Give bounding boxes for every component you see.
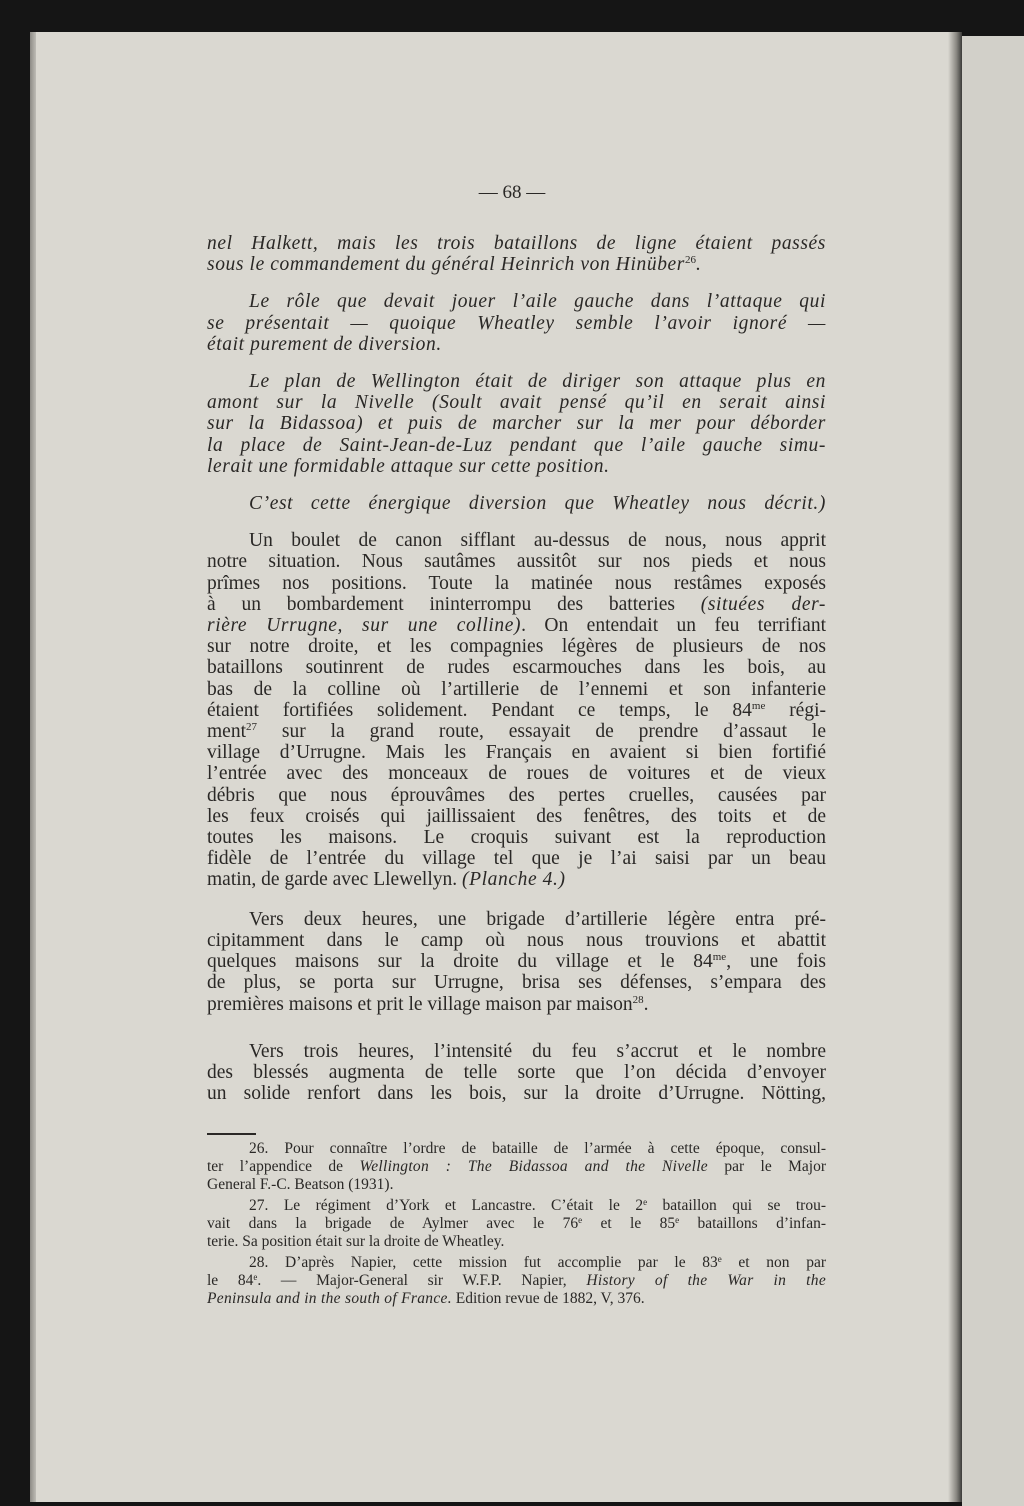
text-run: . — Major-General sir W.F.P. Napier, <box>257 1272 587 1289</box>
paragraph <box>207 233 826 275</box>
paragraph <box>207 530 826 890</box>
text-line <box>207 1083 826 1104</box>
text-line <box>207 413 826 434</box>
text-run: . <box>643 993 649 1015</box>
footnote <box>207 1140 826 1194</box>
text-run: bas de la colline où l’artillerie de l’ennemi et son infanterie <box>207 678 826 700</box>
footnote-separator <box>207 1133 256 1135</box>
text-run: General F.-C. Beatson (1931). <box>207 1176 394 1193</box>
text-run: bataillons d’infan- <box>679 1215 827 1232</box>
text-run: de plus, se porta sur Urrugne, brisa ses défenses, s’empara des <box>207 972 826 994</box>
text-run: C’est cette énergique diversion que Wheatley nous décrit.) <box>249 493 826 515</box>
text-run: amont sur la Nivelle (Soult avait pensé qu’il en serait ainsi <box>207 392 826 414</box>
superscript: me <box>712 951 727 964</box>
text-run: par le Major <box>707 1158 826 1175</box>
text-line <box>207 763 826 784</box>
paragraph <box>207 1041 826 1105</box>
text-run: Le plan de Wellington était de diriger son attaque plus en <box>249 371 826 393</box>
text-run: quelques maisons sur la droite du village et le 84 <box>207 951 713 973</box>
text-line <box>207 551 826 572</box>
text-line <box>207 972 826 993</box>
text-run: 27. Le régiment d’York et Lancastre. C’était le 2 <box>249 1197 644 1214</box>
text-run: toutes les maisons. Le croquis suivant est la reproduction <box>207 827 826 849</box>
text-run: . <box>696 254 702 276</box>
text-run: Un boulet de canon sifflant au-dessus de nous, nous apprit <box>249 530 826 552</box>
text-run: Le rôle que devait jouer l’aile gauche dans l’attaque qui <box>249 291 826 313</box>
text-run: sur la grand route, essayait de prendre d’assaut le <box>257 721 826 743</box>
paragraph <box>207 909 826 1015</box>
italic-text-run: (Planche 4.) <box>462 869 566 891</box>
superscript: 27 <box>246 721 257 734</box>
text-run: bataillons soutinrent de rudes escarmouches dans les bois, au <box>207 657 826 679</box>
paragraph <box>207 493 826 514</box>
text-run: et le 85 <box>582 1215 676 1232</box>
italic-text-run: Wellington : The Bidassoa and the Nivelle <box>359 1158 708 1175</box>
text-run: village d’Urrugne. Mais les Français en avaient si bien fortifié <box>207 742 826 764</box>
text-line <box>207 827 826 848</box>
text-line <box>207 636 826 657</box>
text-line <box>207 615 826 636</box>
text-run: sur notre droite, et les compagnies légères de plusieurs de nos <box>207 636 826 658</box>
text-run: terie. Sa position était sur la droite de Wheatley. <box>207 1233 505 1250</box>
text-line <box>207 493 826 514</box>
text-run: bataillon qui se trou- <box>647 1197 826 1214</box>
text-line <box>207 1176 826 1194</box>
text-line <box>207 1215 826 1233</box>
text-line <box>207 721 826 742</box>
superscript: 26 <box>685 254 696 267</box>
text-line <box>207 291 826 312</box>
text-line <box>207 1062 826 1083</box>
text-line <box>207 573 826 594</box>
text-run: se présentait — quoique Wheatley semble l’avoir ignoré — <box>207 312 826 334</box>
text-run: à un bombardement ininterrompu des batteries <box>207 593 701 615</box>
text-run: la place de Saint-Jean-de-Luz pendant que l’aile gauche simu- <box>207 434 826 456</box>
paragraph <box>207 371 826 477</box>
text-run: 26. Pour connaître l’ordre de bataille de l’armée à cette époque, consul- <box>249 1140 826 1157</box>
text-line <box>207 994 826 1015</box>
paragraph <box>207 291 826 355</box>
text-run: sous le commandement du général Heinrich von Hinüber <box>207 254 685 276</box>
superscript: me <box>751 699 766 712</box>
text-line <box>207 1041 826 1062</box>
superscript: e <box>643 1197 648 1207</box>
body-text <box>207 233 826 1104</box>
superscript: e <box>675 1215 680 1225</box>
superscript: e <box>578 1215 583 1225</box>
italic-text-run: History of the War in the <box>586 1272 827 1289</box>
text-run: un solide renfort dans les bois, sur la droite d’Urrugne. Nötting, <box>207 1083 826 1105</box>
text-run: étaient fortifiées solidement. Pendant ce temps, le 84 <box>207 699 752 721</box>
text-line <box>207 806 826 827</box>
text-line <box>207 1290 826 1308</box>
text-line <box>207 909 826 930</box>
text-line <box>207 657 826 678</box>
italic-text-run: (situées der- <box>700 593 826 615</box>
page-number: — 68 — <box>478 182 546 203</box>
text-run: prîmes nos positions. Toute la matinée nous restâmes exposés <box>207 572 826 594</box>
text-line <box>207 435 826 456</box>
text-run: et non par <box>721 1254 826 1271</box>
text-line <box>207 848 826 869</box>
text-run: 28. D’après Napier, cette mission fut accomplie par le 83 <box>249 1254 718 1271</box>
text-line <box>207 1254 826 1272</box>
text-line <box>207 371 826 392</box>
text-line <box>207 1233 826 1251</box>
footnote <box>207 1254 826 1308</box>
text-run: débris que nous éprouvâmes des pertes cruelles, causées par <box>207 784 826 806</box>
text-run: , une fois <box>726 951 826 973</box>
facing-page-edge <box>962 36 1024 1506</box>
text-line <box>207 1158 826 1176</box>
text-line <box>207 951 826 972</box>
text-run: le 84 <box>207 1272 254 1289</box>
text-run: . On entendait un feu terrifiant <box>521 615 826 637</box>
text-run: premières maisons et prit le village maison par maison <box>207 993 633 1015</box>
text-run: était purement de diversion. <box>207 333 442 355</box>
text-run: Vers deux heures, une brigade d’artillerie légère entra pré- <box>249 908 826 930</box>
text-line <box>207 594 826 615</box>
superscript: 28 <box>632 993 644 1006</box>
text-line <box>207 1197 826 1215</box>
text-run: notre situation. Nous sautâmes aussitôt sur nos pieds et nous <box>207 551 826 573</box>
superscript: e <box>717 1254 722 1264</box>
text-line <box>207 742 826 763</box>
text-run: nel Halkett, mais les trois bataillons de ligne étaient passés <box>207 233 826 254</box>
text-run: régi- <box>765 699 826 721</box>
text-run: cipitamment dans le camp où nous nous trouvions et abattit <box>207 929 826 951</box>
text-line <box>207 313 826 334</box>
text-run: sur la Bidassoa) et puis de marcher sur la mer pour déborder <box>207 413 826 435</box>
text-line <box>207 334 826 355</box>
text-line <box>207 785 826 806</box>
text-run: Vers trois heures, l’intensité du feu s’accrut et le nombre <box>249 1040 826 1062</box>
text-line <box>207 392 826 413</box>
footnote <box>207 1197 826 1251</box>
text-run: vait dans la brigade de Aylmer avec le 76 <box>207 1215 579 1232</box>
text-run: lerait une formidable attaque sur cette position. <box>207 455 610 477</box>
text-line <box>207 679 826 700</box>
text-run: matin, de garde avec Llewellyn. <box>207 869 463 891</box>
superscript: e <box>253 1272 258 1282</box>
text-run: ment <box>207 721 246 743</box>
text-line <box>207 700 826 721</box>
italic-text-run: rière Urrugne, sur une colline) <box>207 615 522 637</box>
book-gutter <box>948 32 962 1502</box>
italic-text-run: Peninsula and in the south of France. <box>207 1290 452 1307</box>
text-line <box>207 869 826 890</box>
text-run: les feux croisés qui jaillissaient des fenêtres, des toits et de <box>207 805 826 827</box>
text-line <box>207 1140 826 1158</box>
text-run: l’entrée avec des monceaux de roues de voitures et de vieux <box>207 763 826 785</box>
text-line <box>207 233 826 254</box>
text-run: des blessés augmenta de telle sorte que l’on décida d’envoyer <box>207 1061 826 1083</box>
text-line <box>207 456 826 477</box>
text-run: Edition revue de 1882, V, 376. <box>451 1290 645 1307</box>
text-line <box>207 530 826 551</box>
text-run: ter l’appendice de <box>207 1158 360 1175</box>
text-run: fidèle de l’entrée du village tel que je l’ai saisi par un beau <box>207 848 826 870</box>
footnotes <box>207 1140 826 1308</box>
text-line <box>207 254 826 275</box>
text-line <box>207 930 826 951</box>
text-line <box>207 1272 826 1290</box>
